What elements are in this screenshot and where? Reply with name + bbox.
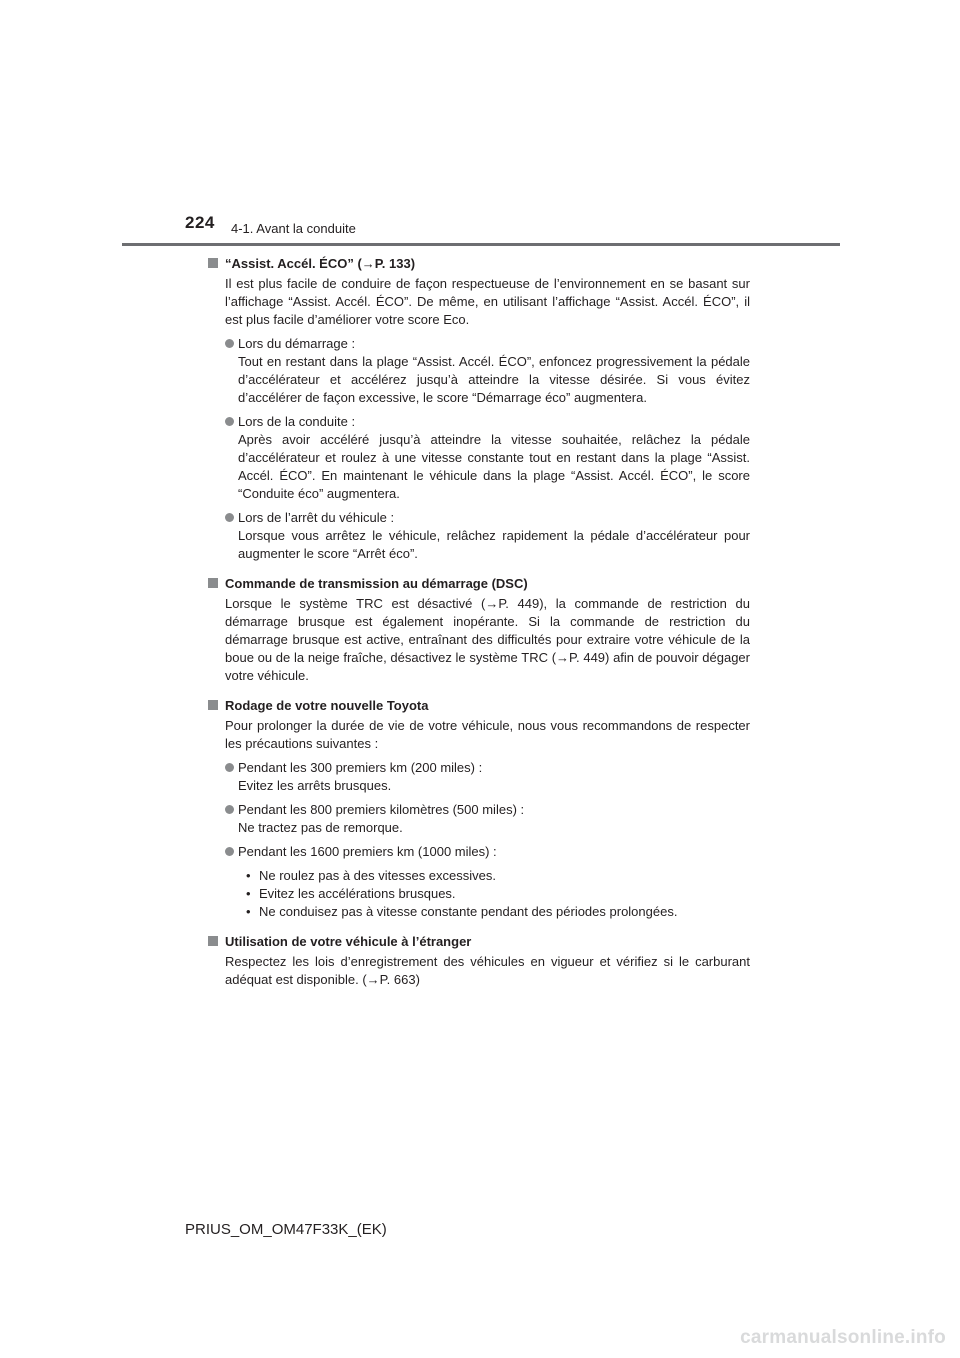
circle-bullet-icon (225, 763, 234, 772)
footer-code: PRIUS_OM_OM47F33K_(EK) (185, 1221, 387, 1238)
list-item-label: Pendant les 1600 premiers km (1000 miles) : (238, 844, 497, 859)
list-item (225, 509, 750, 563)
dot-marker: • (246, 868, 251, 883)
heading-dsc: Commande de transmission au démarrage (DSC) (208, 575, 750, 593)
paragraph: Pour prolonger la durée de vie de votre véhicule, nous vous recommandons de respecter les précautions suivantes : (225, 718, 750, 751)
circle-bullet-icon (225, 847, 234, 856)
sub-list-item: • Evitez les accélérations brusques. (246, 886, 456, 901)
dot-marker: • (246, 886, 251, 901)
heading-assist-accel-eco: “Assist. Accél. ÉCO” (→P. 133) (208, 255, 750, 273)
circle-bullet-icon (225, 417, 234, 426)
paragraph: Respectez les lois d’enregistrement des véhicules en vigueur et vérifiez si le carburant adéquat est disponible. (→P. 663) (225, 954, 750, 987)
list-item-label: Pendant les 800 premiers kilomètres (500 miles) : (238, 802, 525, 817)
circle-bullet-icon (225, 805, 234, 814)
list-item-label: Lors de la conduite : (238, 414, 356, 429)
page-number: 224 (185, 213, 215, 232)
square-bullet-icon (208, 258, 218, 268)
square-bullet-icon (208, 578, 218, 588)
sub-list (246, 867, 750, 921)
heading-rodage: Rodage de votre nouvelle Toyota (208, 697, 750, 715)
list-item (225, 413, 750, 503)
dot-marker: • (246, 904, 251, 919)
list-item (225, 801, 750, 837)
section-title: 4-1. Avant la conduite (231, 221, 356, 236)
list-item-text: Ne tractez pas de remorque. (238, 820, 403, 835)
list-item-text: Tout en restant dans la plage “Assist. Accél. ÉCO”, enfoncez progressivement la pédale d’accélérateur et accélérez jusqu’à atteindre la vitesse désirée. Si vous évitez d’accélérer de façon excessive, le score “Démarrage éco” augmentera. (238, 354, 750, 405)
list-item (225, 335, 750, 407)
list-item-text: Après avoir accéléré jusqu’à atteindre la vitesse souhaitée, relâchez la pédale d’accélérateur et roulez à une vitesse constante tout en restant dans la plage “Assist. Accél. ÉCO”. En maintenant le véhicule dans la plage “Assist. Accél. ÉCO”, le score “Conduite éco” augmentera. (238, 432, 750, 501)
page-content (208, 255, 750, 993)
list-item-label: Pendant les 300 premiers km (200 miles) : (238, 760, 483, 775)
heading-etranger: Utilisation de votre véhicule à l’étranger (208, 933, 750, 951)
list-item-label: Lors du démarrage : (238, 336, 356, 351)
circle-bullet-icon (225, 513, 234, 522)
sub-list-item: • Ne conduisez pas à vitesse constante pendant des périodes prolongées. (246, 904, 678, 919)
list-item (225, 759, 750, 795)
paragraph: Il est plus facile de conduire de façon respectueuse de l’environnement en se basant sur l’affichage “Assist. Accél. ÉCO”. De même, en utilisant l’affichage “Assist. Accél. ÉCO”, il est plus facile d’améliorer votre score Eco. (225, 276, 750, 327)
paragraph: Lorsque le système TRC est désactivé (→P. 449), la commande de restriction du démarrage brusque est également inopérante. Si la commande de restriction du démarrage brusque est active, entraînant des difficultés pour extraire votre véhicule de la boue ou de la neige fraîche, désactivez le système TRC (→P. 449) afin de pouvoir dégager votre véhicule. (225, 596, 750, 683)
square-bullet-icon (208, 936, 218, 946)
list-item-text: Lorsque vous arrêtez le véhicule, relâchez rapidement la pédale d’accélérateur pour augmenter le score “Arrêt éco”. (238, 528, 750, 561)
list-item (225, 843, 750, 861)
header-rule (122, 243, 840, 246)
sub-list-item: • Ne roulez pas à des vitesses excessives. (246, 868, 496, 883)
square-bullet-icon (208, 700, 218, 710)
page-header (0, 0, 960, 250)
list-item-label: Lors de l’arrêt du véhicule : (238, 510, 395, 525)
watermark: carmanualsonline.info (740, 1327, 946, 1348)
list-item-text: Evitez les arrêts brusques. (238, 778, 392, 793)
circle-bullet-icon (225, 339, 234, 348)
